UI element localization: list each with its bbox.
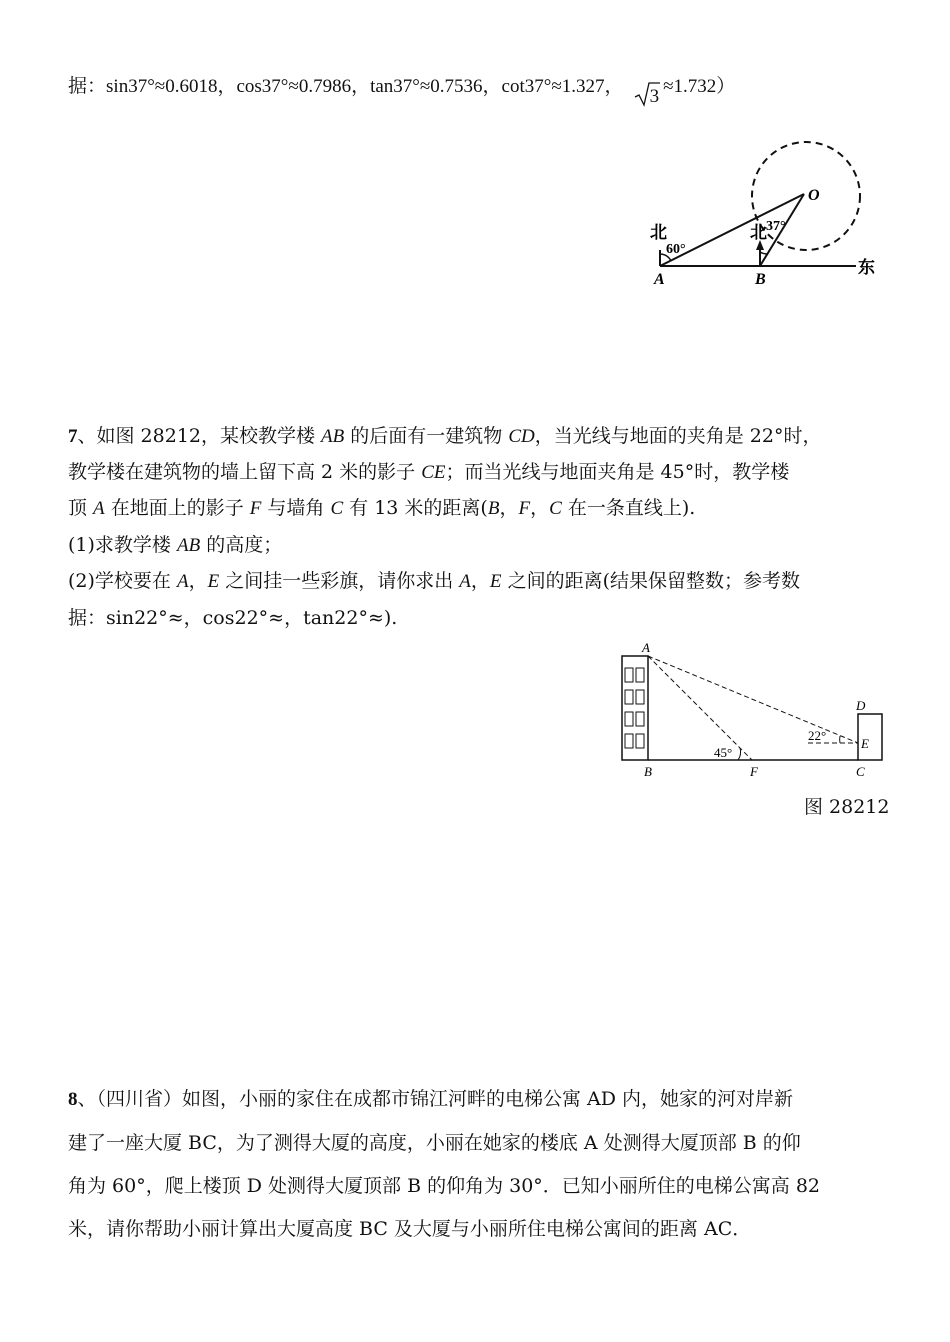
figure-caption: 图 28212 (804, 796, 890, 818)
q7-var: E (489, 571, 502, 592)
q8-line-1 (68, 1087, 793, 1112)
label-E: E (861, 736, 869, 751)
label-A: A (654, 271, 665, 288)
q7-var: A (459, 571, 471, 592)
q7-text: 与墙角 (261, 497, 331, 519)
q7-text: ，当光线与地面的夹角是 22°时， (534, 425, 822, 447)
q7-var: A (93, 498, 105, 519)
label-north-A: 北 (650, 223, 667, 242)
label-A: A (642, 640, 650, 655)
q7-text: ， (499, 497, 519, 519)
q7-text: 据：sin22°≈，cos22°≈，tan22°≈). (68, 607, 398, 629)
ref-values: sin37°≈0.6018，cos37°≈0.7986，tan37°≈0.7536，cot37°≈1.327， (106, 76, 624, 97)
q7-text: (1)求教学楼 (68, 534, 177, 556)
reference-values-line (68, 74, 736, 107)
ray-A-F (648, 656, 752, 760)
angle-arc-37 (760, 252, 767, 254)
figure-28212-diagram (612, 640, 902, 785)
q7-text: 的后面有一建筑物 (344, 425, 509, 447)
angle-arc-45 (738, 748, 741, 760)
q8-number: 8 (68, 1089, 78, 1110)
label-B: B (755, 271, 766, 288)
q8-line-2 (68, 1131, 801, 1155)
q7-text: ， (470, 570, 490, 592)
q7-line-4 (68, 533, 282, 558)
q7-var: E (207, 571, 220, 592)
label-angle-45: 45° (714, 745, 733, 760)
label-north-B: 北 (750, 223, 767, 242)
q7-sep: 、 (77, 425, 97, 447)
sqrt-symbol (638, 85, 660, 109)
q7-var: A (176, 571, 189, 592)
q8-text: 角为 60°，爬上楼顶 D 处测得大厦顶部 B 的仰角为 30°．已知小丽所住的电梯公寓高 82 (68, 1175, 821, 1197)
q7-line-2 (68, 460, 789, 485)
radical-sign-icon (634, 81, 660, 107)
q7-text: 在地面上的影子 (104, 497, 250, 519)
label-east: 东 (858, 258, 875, 277)
q8-text: 、（四川省）如图，小丽的家住在成都市锦江河畔的电梯公寓 AD 内，她家的河对岸新 (77, 1088, 794, 1110)
ray-A-E (648, 656, 858, 743)
q7-var: CE (421, 462, 446, 483)
q7-var: F (249, 498, 262, 519)
q7-var: B (487, 498, 500, 519)
q7-line-5 (68, 569, 800, 594)
q7-var: AB (321, 426, 345, 447)
label-angle-22: 22° (808, 728, 827, 743)
q7-line-1 (68, 424, 821, 449)
q7-var: AB (176, 535, 201, 556)
label-angle-60: 60° (666, 242, 686, 257)
q7-text: 顶 (68, 497, 94, 519)
q7-var: CD (508, 426, 535, 447)
q7-var: C (330, 498, 344, 519)
q7-var: C (549, 498, 562, 519)
q7-text: 之间的距离(结果保留整数；参考数 (501, 570, 800, 592)
q7-text: 教学楼在建筑物的墙上留下高 2 米的影子 (68, 461, 422, 483)
label-D: D (856, 698, 866, 713)
q8-text: 米，请你帮助小丽计算出大厦高度 BC 及大厦与小丽所住电梯公寓间的距离 AC． (68, 1218, 752, 1240)
q7-text: 之间挂一些彩旗，请你求出 (219, 570, 460, 592)
q7-text: ， (530, 497, 550, 519)
q7-text: 在一条直线上). (561, 497, 696, 519)
q7-text: 如图 28212，某校教学楼 (96, 425, 322, 447)
q7-text: 有 13 米的距离( (343, 497, 488, 519)
q7-line-6 (68, 606, 397, 630)
sqrt-approx: ≈1.732） (663, 76, 736, 97)
label-C: C (856, 764, 865, 779)
ref-prefix: 据： (68, 75, 107, 97)
label-B: B (644, 764, 652, 779)
q7-text: ， (188, 570, 208, 592)
q7-number: 7 (68, 426, 78, 447)
q7-var: F (518, 498, 531, 519)
q8-line-3 (68, 1174, 820, 1198)
q7-text: ；而当光线与地面夹角是 45°时，教学楼 (445, 461, 790, 483)
figure-bearing-diagram (648, 140, 888, 300)
q8-text: 建了一座大厦 BC，为了测得大厦的高度，小丽在她家的楼底 A 处测得大厦顶部 B 的仰 (68, 1132, 801, 1154)
q7-text: (2)学校要在 (68, 570, 177, 592)
q7-line-3 (68, 496, 695, 521)
q7-text: 的高度； (200, 534, 283, 556)
sqrt-radicand: 3 (649, 86, 660, 107)
label-O: O (808, 187, 820, 204)
q8-line-4 (68, 1217, 751, 1241)
label-F: F (750, 764, 758, 779)
label-angle-37: 37° (766, 219, 786, 234)
